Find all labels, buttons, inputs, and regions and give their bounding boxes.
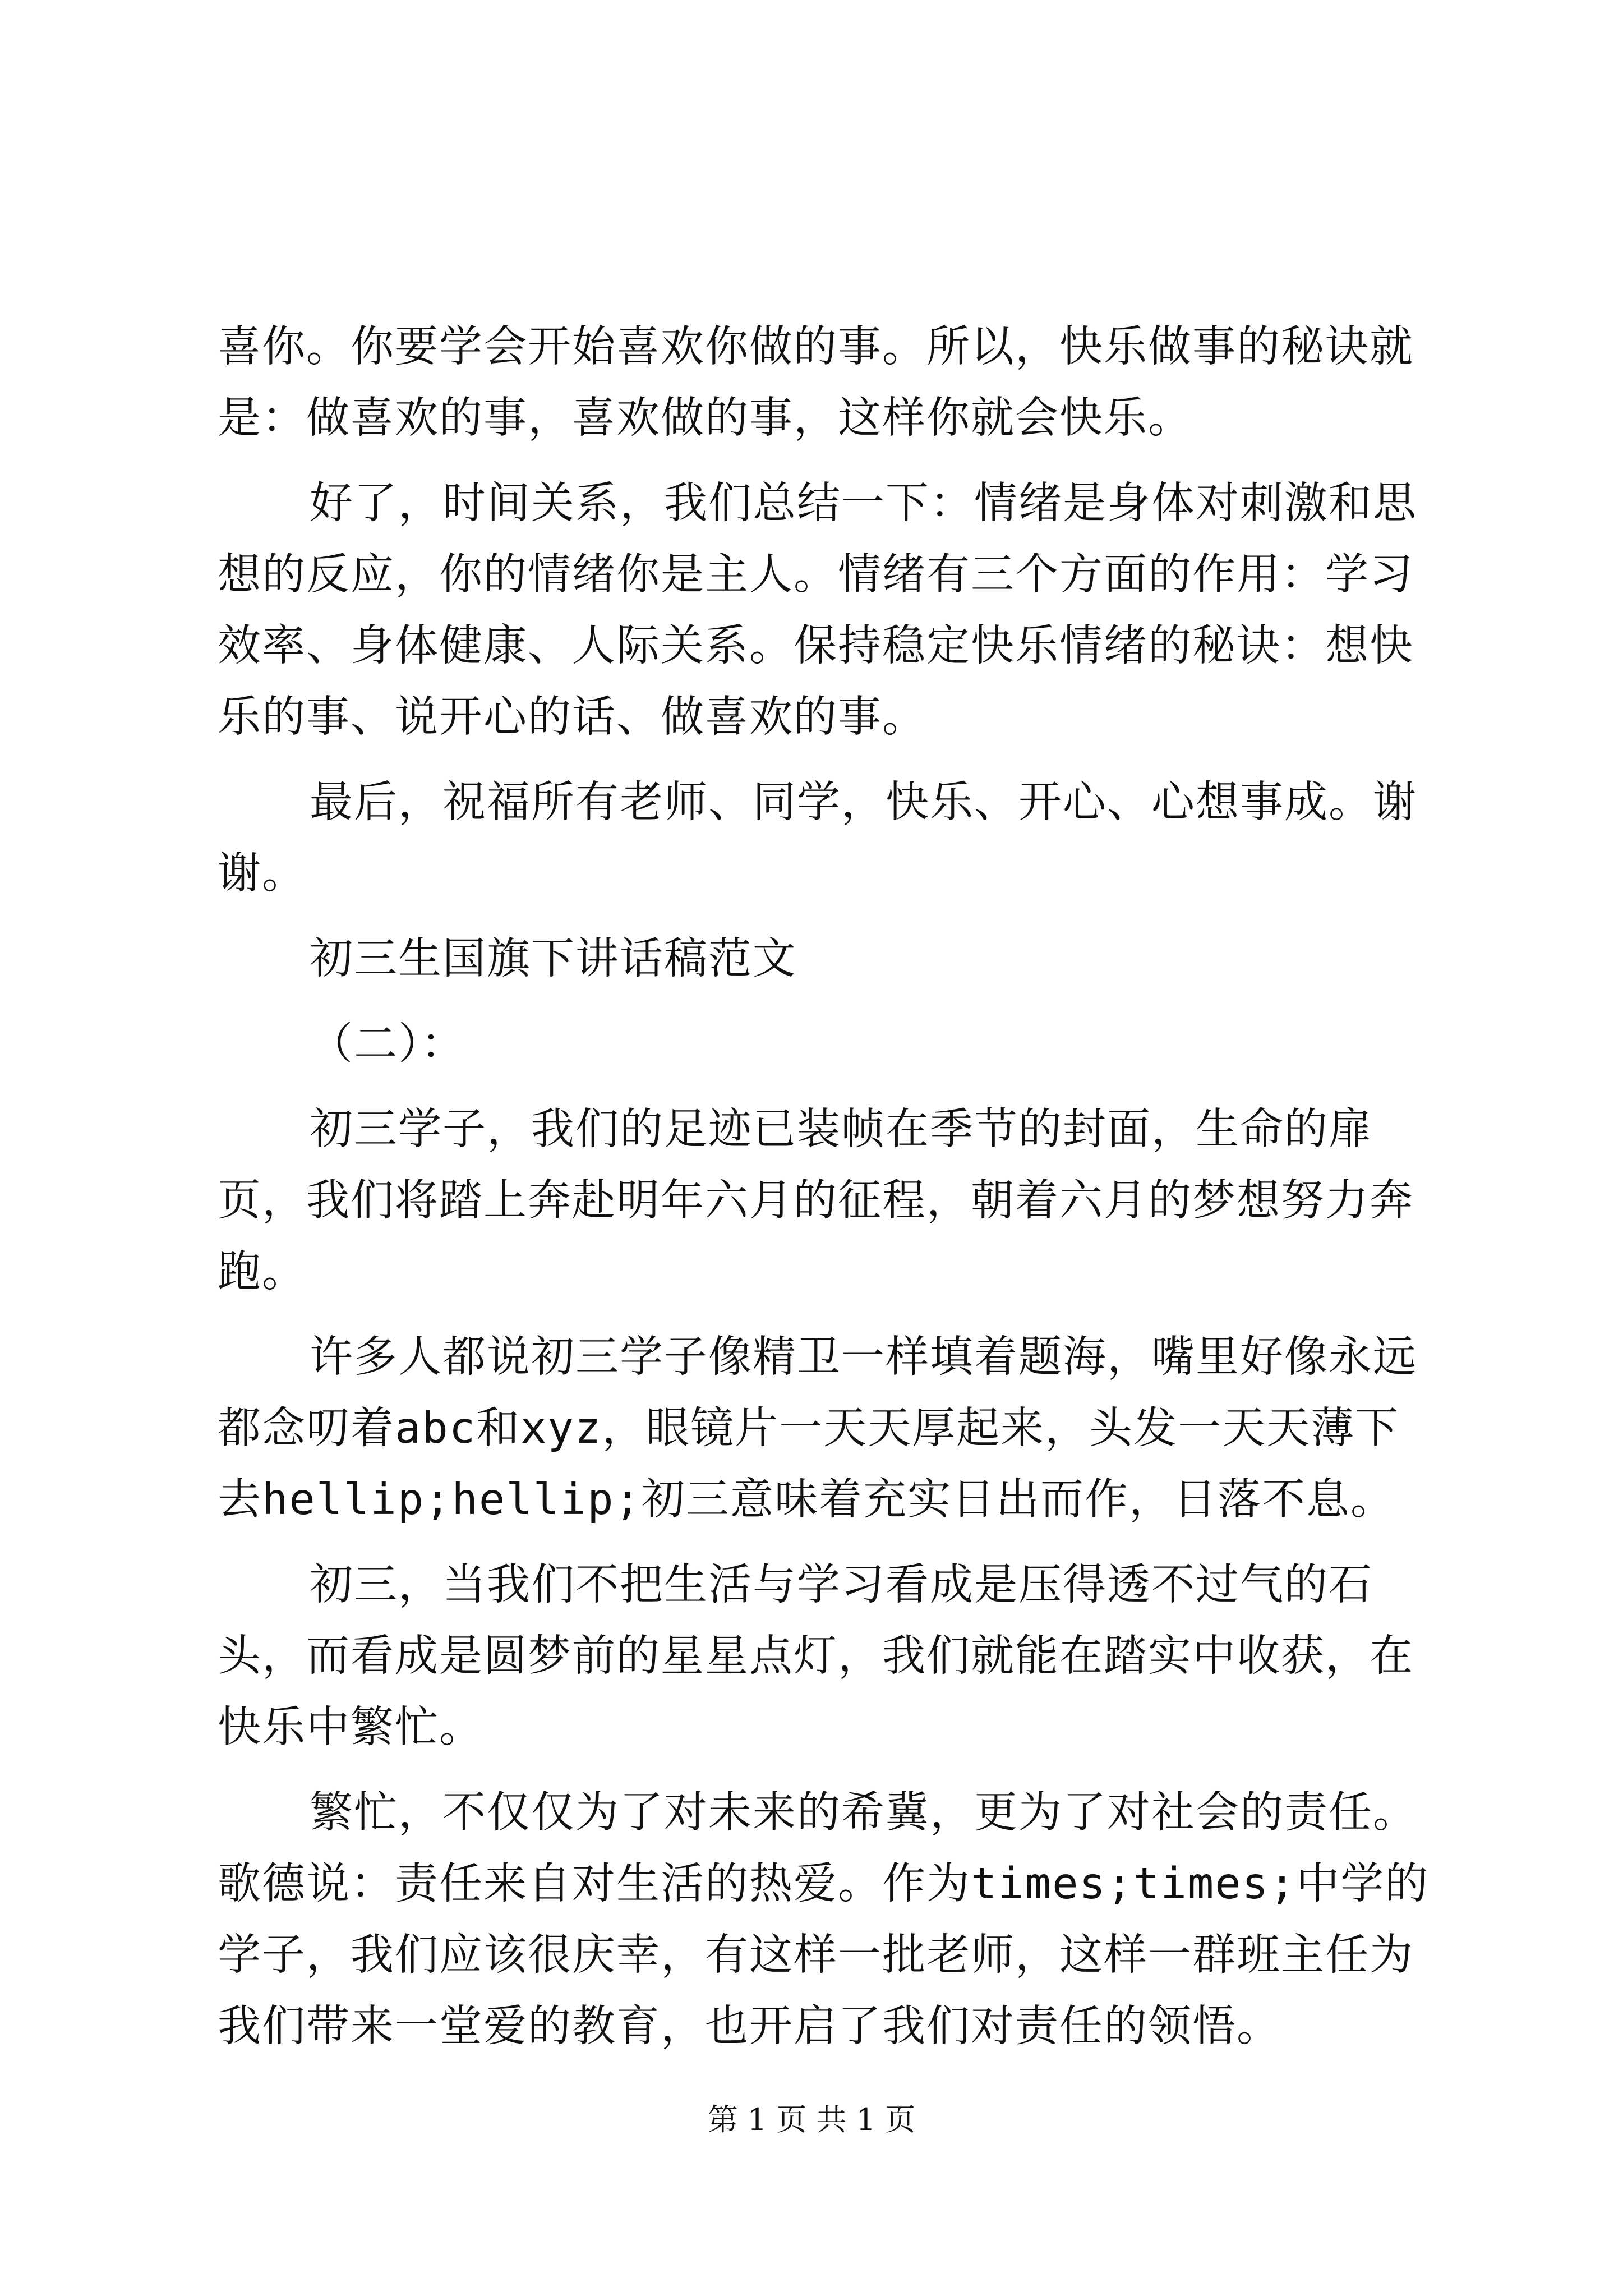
paragraph-responsibility: 繁忙，不仅仅为了对未来的希冀，更为了对社会的责任。歌德说：责任来自对生活的热爱。作为times;times;中学的学子，我们应该很庆幸，有这样一批老师，这样一群班主任为我们带来一堂爱的教育，也开启了我们对责任的领悟。	[218, 1788, 1430, 2051]
paragraph-attitude: 初三，当我们不把生活与学习看成是压得透不过气的石头，而看成是圆梦前的星星点灯，我们就能在踏实中收获，在快乐中繁忙。	[218, 1560, 1414, 1752]
paragraph-study: 许多人都说初三学子像精卫一样填着题海，嘴里好像永远都念叨着abc和xyz，眼镜片一天天厚起来，头发一天天薄下去hellip;hellip;初三意味着充实日出而作，日落不息。	[218, 1332, 1417, 1525]
page-number-footer: 第 1 页 共 1 页	[707, 2102, 916, 2137]
section-heading: 初三生国旗下讲话稿范文	[310, 934, 797, 984]
document-body	[218, 311, 1435, 2062]
paragraph-summary: 好了，时间关系，我们总结一下：情绪是身体对刺激和思想的反应，你的情绪你是主人。情绪有三个方面的作用：学习效率、身体健康、人际关系。保持稳定快乐情绪的秘诀：想快乐的事、说开心的话、做喜欢的事。	[218, 478, 1417, 742]
section-number: （二）：	[310, 1019, 465, 1069]
paragraph-continuation: 喜你。你要学会开始喜欢你做的事。所以，快乐做事的秘诀就是：做喜欢的事，喜欢做的事，这样你就会快乐。	[218, 322, 1414, 443]
paragraph-intro: 初三学子，我们的足迹已装帧在季节的封面，生命的扉页，我们将踏上奔赴明年六月的征程，朝着六月的梦想努力奔跑。	[218, 1105, 1414, 1297]
paragraph-closing: 最后，祝福所有老师、同学，快乐、开心、心想事成。谢谢。	[218, 777, 1417, 899]
